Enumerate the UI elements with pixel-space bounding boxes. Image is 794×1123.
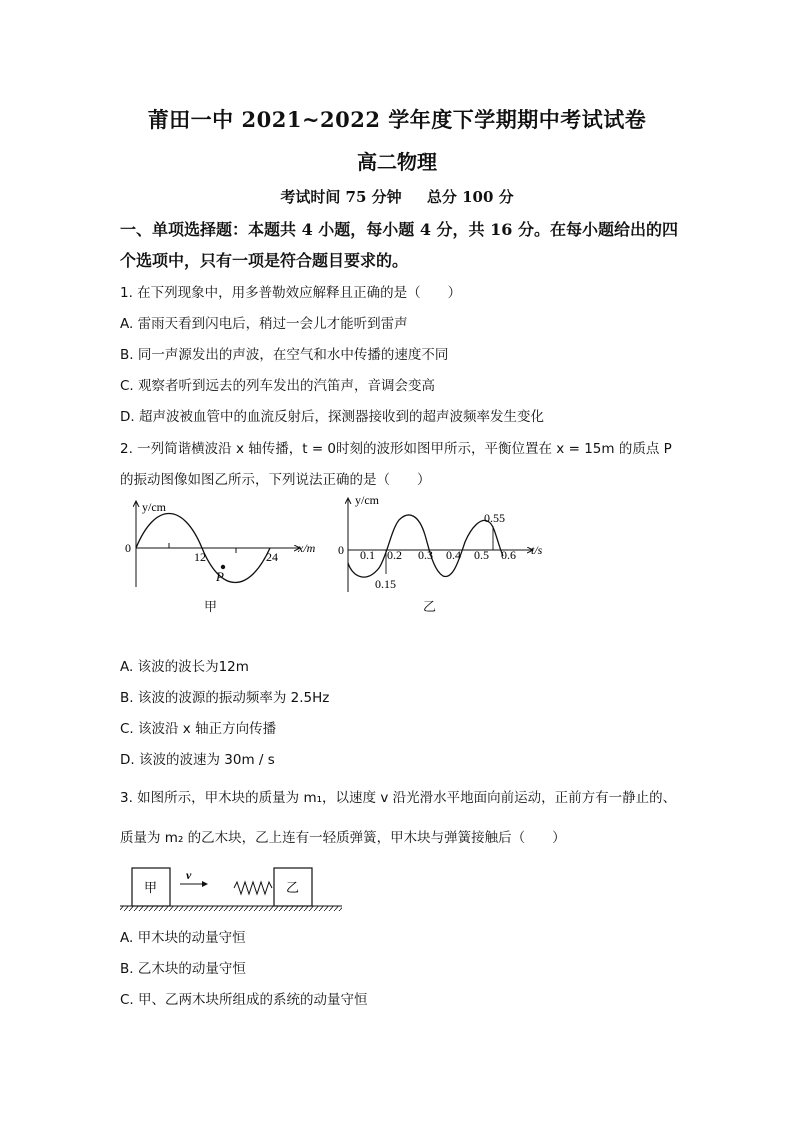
q3-option-a: A. 甲木块的动量守恒	[120, 930, 246, 946]
q2-option-b: B. 该波的波源的振动频率为 2.5Hz	[120, 690, 330, 706]
vibration-curve	[348, 515, 503, 577]
tick-0-2: 0.2	[387, 548, 402, 562]
q1-stem: 1. 在下列现象中，用多普勒效应解释且正确的是（ ）	[120, 285, 462, 301]
q3-option-b: B. 乙木块的动量守恒	[120, 961, 246, 977]
q1-option-d: D. 超声波被血管中的血流反射后，探测器接收到的超声波频率发生变化	[120, 409, 544, 425]
q1-option-b: B. 同一声源发出的声波，在空气和水中传播的速度不同	[120, 347, 449, 363]
q2-option-c: C. 该波沿 x 轴正方向传播	[120, 721, 277, 737]
block-b-label: 乙	[286, 880, 300, 895]
velocity-label: v	[186, 868, 192, 882]
marker-label-015: 0.15	[375, 577, 396, 591]
figure-wave-shape	[120, 495, 340, 595]
q2-stem-line1: 2. 一列简谐横波沿 x 轴传播，t = 0时刻的波形如图甲所示，平衡位置在 x = 15m 的质点 P	[120, 441, 672, 457]
q3-stem-line2: 质量为 m₂ 的乙木块，乙上连有一轻质弹簧，甲木块与弹簧接触后（ ）	[120, 830, 566, 846]
x-axis-label: x/m	[298, 541, 316, 555]
q2-option-a: A. 该波的波长为12m	[120, 659, 249, 675]
q2-option-d: D. 该波的波速为 30m / s	[120, 752, 275, 768]
tick-0-1: 0.1	[360, 548, 375, 562]
t-axis-label: t/s	[531, 543, 543, 557]
marker-label-055: 0.55	[484, 511, 505, 525]
exam-time: 考试时间 75 分钟	[280, 188, 402, 206]
tick-0-3: 0.3	[418, 548, 433, 562]
q3-option-c: C. 甲、乙两木块所组成的系统的动量守恒	[120, 992, 368, 1008]
tick-0-6: 0.6	[501, 548, 516, 562]
q2-stem-line2: 的振动图像如图乙所示，下列说法正确的是（ ）	[120, 472, 431, 488]
tick-12: 12	[194, 550, 206, 564]
tick-0-5: 0.5	[474, 548, 489, 562]
section-heading: 一、单项选择题：本题共 4 小题，每小题 4 分，共 16 分。在每小题给出的四个选项中，只有一项是符合题目要求的。	[120, 220, 678, 270]
exam-title: 莆田一中 2021~2022 学年度下学期期中考试试卷	[147, 107, 647, 132]
tick-0-4: 0.4	[446, 548, 461, 562]
spring	[234, 882, 272, 894]
tick-24: 24	[266, 550, 278, 564]
block-a-label: 甲	[144, 880, 158, 895]
exam-subject: 高二物理	[357, 150, 437, 174]
figure-blocks-spring	[120, 862, 345, 916]
origin-label: 0	[338, 543, 344, 557]
q1-option-c: C. 观察者听到远去的列车发出的汽笛声，音调会变高	[120, 378, 436, 394]
q3-stem-line1: 3. 如图所示，甲木块的质量为 m₁，以速度 v 沿光滑水平地面向前运动，正前方有一静止的、	[120, 790, 677, 806]
total-score: 总分 100 分	[426, 188, 514, 206]
figure-a-caption: 甲	[204, 600, 218, 615]
y-axis-label: y/cm	[355, 493, 379, 507]
origin-label: 0	[125, 541, 131, 555]
q1-option-a: A. 雷雨天看到闪电后，稍过一会儿才能听到雷声	[120, 316, 408, 332]
figure-b-caption: 乙	[423, 600, 437, 615]
exam-info	[0, 186, 794, 207]
point-p-label: P	[216, 569, 224, 584]
figure-vibration-graph	[335, 490, 560, 600]
y-axis-label: y/cm	[142, 500, 166, 514]
